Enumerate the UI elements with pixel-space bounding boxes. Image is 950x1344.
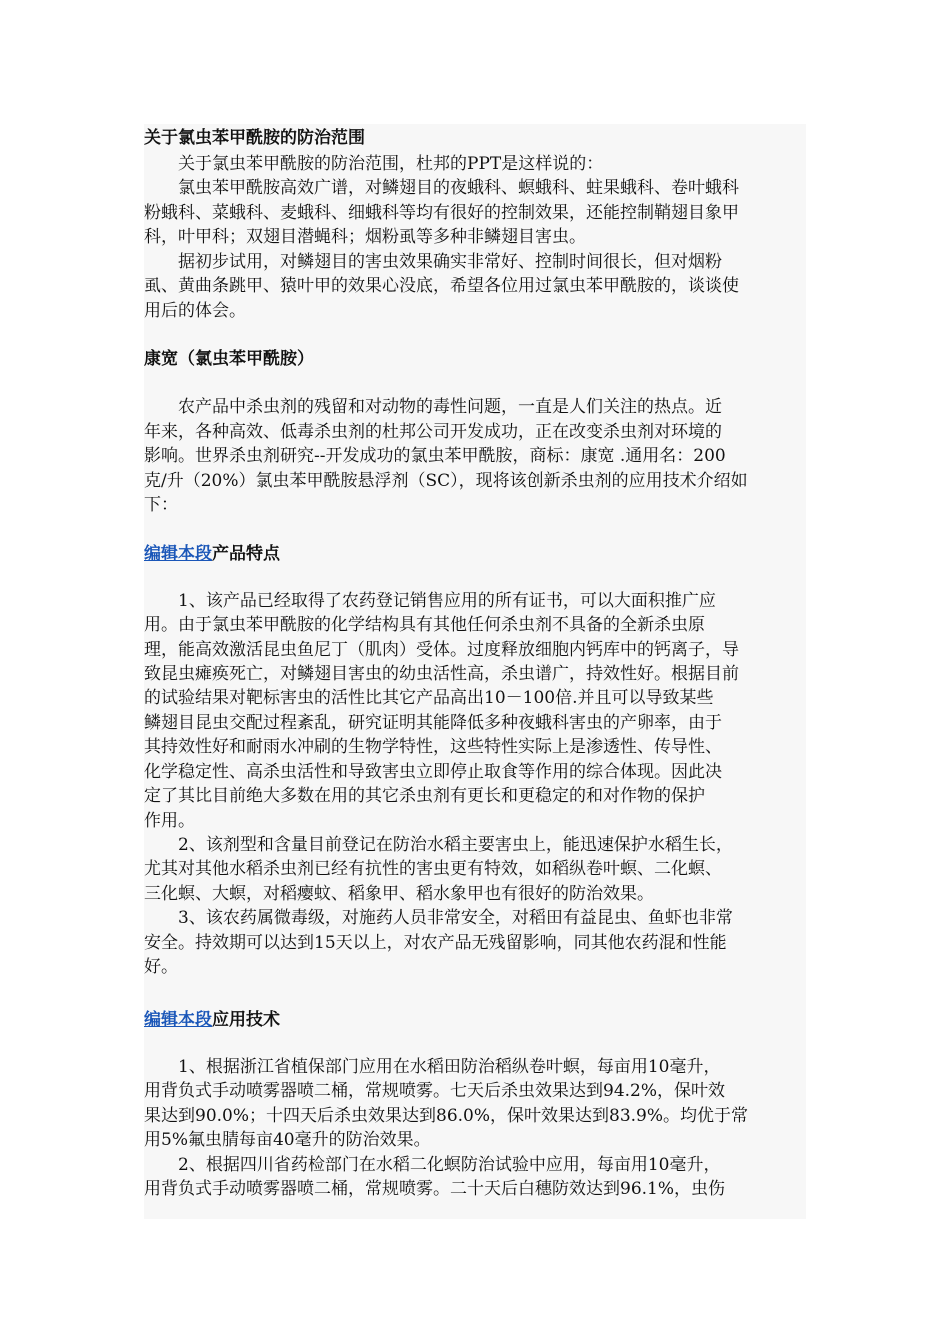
paragraph-line: 果达到90.0%；十四天后杀虫效果达到86.0%，保叶效果达到83.9%。均优于常 <box>144 1106 749 1126</box>
paragraph-line: 鳞翅目昆虫交配过程紊乱，研究证明其能降低多种夜蛾科害虫的产卵率，由于 <box>144 713 722 733</box>
edit-section-link[interactable]: 编辑本段 <box>144 544 212 564</box>
paragraph-line: 作用。 <box>144 811 195 831</box>
edit-section-link[interactable]: 编辑本段 <box>144 1010 212 1030</box>
paragraph-line: 3、该农药属微毒级，对施药人员非常安全，对稻田有益昆虫、鱼虾也非常 <box>144 908 733 928</box>
paragraph-line: 1、根据浙江省植保部门应用在水稻田防治稻纵卷叶螟，每亩用10毫升， <box>144 1057 721 1077</box>
paragraph-line: 2、根据四川省药检部门在水稻二化螟防治试验中应用，每亩用10毫升， <box>144 1155 721 1175</box>
paragraph-line: 年来，各种高效、低毒杀虫剂的杜邦公司开发成功，正在改变杀虫剂对环境的 <box>144 422 722 442</box>
paragraph-line: 好。 <box>144 957 178 977</box>
paragraph-line: 用背负式手动喷雾器喷二桶，常规喷雾。二十天后白穗防效达到96.1%，虫伤 <box>144 1179 726 1199</box>
paragraph-line: 尤其对其他水稻杀虫剂已经有抗性的害虫更有特效，如稻纵卷叶螟、二化螟、 <box>144 859 722 879</box>
paragraph-line: 用5%氟虫腈每亩40毫升的防治效果。 <box>144 1130 431 1150</box>
section-title-features: 产品特点 <box>212 544 280 564</box>
paragraph-line: 致昆虫瘫痪死亡，对鳞翅目害虫的幼虫活性高，杀虫谱广，持效性好。根据目前 <box>144 664 739 684</box>
paragraph-line: 下： <box>144 495 178 515</box>
paragraph-line: 三化螟、大螟，对稻瘿蚊、稻象甲、稻水象甲也有很好的防治效果。 <box>144 884 654 904</box>
paragraph-line: 用后的体会。 <box>144 301 246 321</box>
paragraph-line: 安全。持效期可以达到15天以上，对农产品无残留影响，同其他农药混和性能 <box>144 933 727 953</box>
paragraph-line: 定了其比目前绝大多数在用的其它杀虫剂有更长和更稳定的和对作物的保护 <box>144 786 705 806</box>
paragraph-line: 的试验结果对靶标害虫的活性比其它产品高出10－100倍.并且可以导致某些 <box>144 688 714 708</box>
section-title-application: 应用技术 <box>212 1010 280 1030</box>
paragraph-line: 影响。世界杀虫剂研究--开发成功的氯虫苯甲酰胺，商标：康宽 .通用名：200 <box>144 446 726 466</box>
paragraph-line: 科，叶甲科；双翅目潜蝇科；烟粉虱等多种非鳞翅目害虫。 <box>144 227 586 247</box>
section-title-kangkuan: 康宽（氯虫苯甲酰胺） <box>144 349 314 369</box>
paragraph-line: 克/升（20%）氯虫苯甲酰胺悬浮剂（SC），现将该创新杀虫剂的应用技术介绍如 <box>144 471 748 491</box>
section-title-range: 关于氯虫苯甲酰胺的防治范围 <box>144 128 365 148</box>
paragraph-line: 粉蛾科、菜蛾科、麦蛾科、细蛾科等均有很好的控制效果，还能控制鞘翅目象甲 <box>144 203 739 223</box>
paragraph-line: 化学稳定性、高杀虫活性和导致害虫立即停止取食等作用的综合体现。因此决 <box>144 762 722 782</box>
section-heading-application <box>144 1008 280 1032</box>
paragraph-line: 农产品中杀虫剂的残留和对动物的毒性问题，一直是人们关注的热点。近 <box>144 397 722 417</box>
paragraph-line: 2、该剂型和含量目前登记在防治水稻主要害虫上，能迅速保护水稻生长， <box>144 835 733 855</box>
paragraph-line: 用背负式手动喷雾器喷二桶，常规喷雾。七天后杀虫效果达到94.2%，保叶效 <box>144 1081 726 1101</box>
paragraph-line: 据初步试用，对鳞翅目的害虫效果确实非常好、控制时间很长，但对烟粉 <box>144 252 722 272</box>
paragraph-line: 关于氯虫苯甲酰胺的防治范围，杜邦的PPT是这样说的： <box>144 154 604 174</box>
paragraph-line: 用。由于氯虫苯甲酰胺的化学结构具有其他任何杀虫剂不具备的全新杀虫原 <box>144 615 705 635</box>
paragraph-line: 氯虫苯甲酰胺高效广谱，对鳞翅目的夜蛾科、螟蛾科、蛀果蛾科、卷叶蛾科 <box>144 178 739 198</box>
paragraph-line: 理，能高效激活昆虫鱼尼丁（肌肉）受体。过度释放细胞内钙库中的钙离子，导 <box>144 640 739 660</box>
document-page <box>144 124 806 1219</box>
paragraph-line: 其持效性好和耐雨水冲刷的生物学特性，这些特性实际上是渗透性、传导性、 <box>144 737 722 757</box>
paragraph-line: 1、该产品已经取得了农药登记销售应用的所有证书，可以大面积推广应 <box>144 591 716 611</box>
paragraph-line: 虱、黄曲条跳甲、猿叶甲的效果心没底，希望各位用过氯虫苯甲酰胺的，谈谈使 <box>144 276 739 296</box>
section-heading-features <box>144 542 280 566</box>
